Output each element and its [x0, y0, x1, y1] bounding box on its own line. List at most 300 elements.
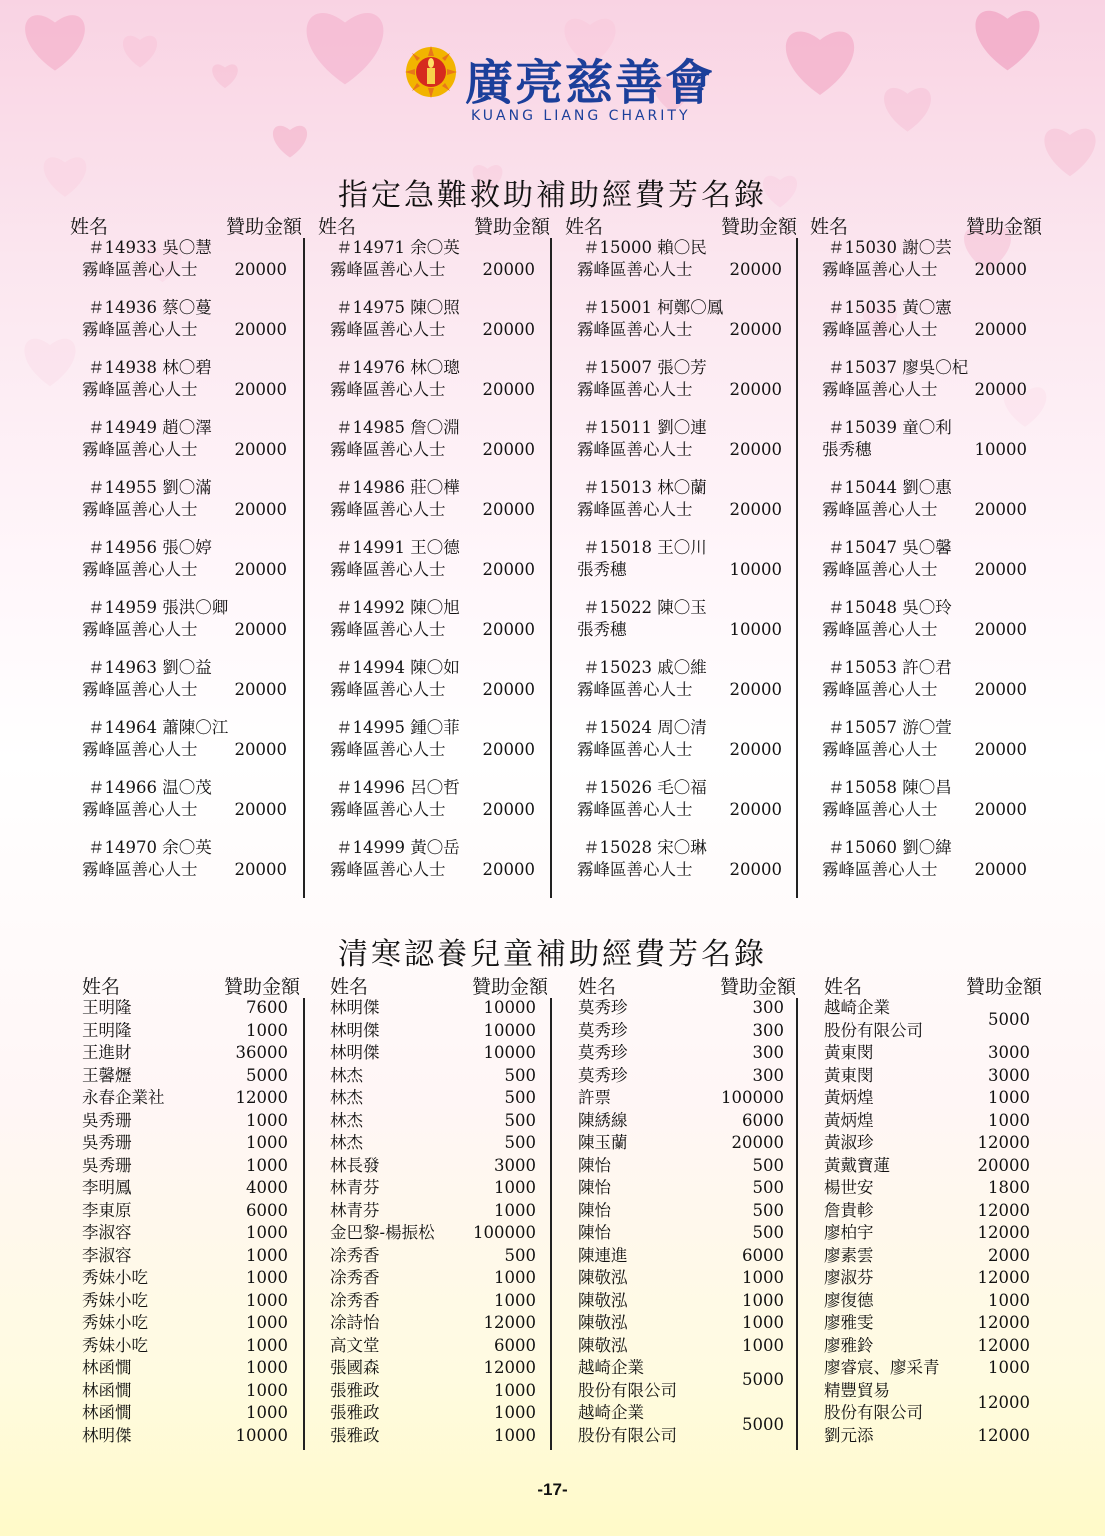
donation-amount: 36000 [235, 1043, 288, 1062]
heart-icon [780, 20, 860, 100]
donation-amount: 300 [752, 1020, 784, 1040]
donor-name: 凃秀香 [330, 1290, 380, 1310]
donor-name: 林明傑 [330, 1043, 380, 1062]
donor-name: 廖雅鈴 [824, 1335, 874, 1355]
donation-amount: 300 [752, 998, 784, 1017]
donor-name: 霧峰區善心人士 [82, 260, 198, 279]
donor-name: 詹貴軫 [824, 1200, 874, 1220]
donation-amount: 1000 [494, 1290, 536, 1310]
donation-amount: 20000 [974, 740, 1027, 759]
donation-amount: 20000 [731, 1133, 784, 1152]
donor-row [82, 1425, 288, 1448]
section1-column-header [565, 212, 797, 239]
donation-entry [577, 237, 782, 281]
header-amount: 贊助金額 [965, 976, 1042, 998]
case-id: ＃14971 余〇英 [336, 238, 460, 257]
case-id: ＃14933 吳〇慧 [88, 238, 212, 257]
donor-name: 霧峰區善心人士 [82, 860, 198, 879]
donor-name: 霧峰區善心人士 [577, 500, 693, 519]
donor-row [82, 1357, 288, 1380]
donor-name: 霧峰區善心人士 [82, 320, 198, 339]
donor-name: 越崎企業 [578, 1358, 644, 1377]
donation-amount: 1000 [742, 1268, 784, 1287]
heart-icon [20, 330, 80, 390]
donor-name: 劉元添 [824, 1425, 874, 1445]
case-id: ＃15047 吳〇馨 [828, 538, 952, 557]
donor-row [330, 1380, 536, 1403]
donation-amount: 20000 [729, 500, 782, 519]
donation-amount: 20000 [234, 320, 287, 339]
donor-row [330, 1335, 536, 1358]
donation-amount: 2000 [988, 1245, 1030, 1265]
donor-name: 陳怡 [578, 1200, 611, 1220]
donation-amount: 12000 [977, 1392, 1030, 1412]
donation-amount: 10000 [235, 1425, 288, 1445]
donor-name: 霧峰區善心人士 [822, 800, 938, 819]
donation-entry [822, 597, 1027, 641]
donor-row [824, 1245, 1030, 1268]
donation-amount: 20000 [729, 800, 782, 819]
donor-name: 王明隆 [82, 1020, 132, 1040]
donor-name: 張秀穗 [822, 440, 872, 459]
column-divider [303, 238, 305, 898]
donor-name: 許票 [578, 1088, 611, 1107]
donor-row [824, 997, 1030, 1042]
donor-name-line2: 股份有限公司 [824, 1403, 923, 1422]
case-id: ＃14994 陳〇如 [336, 658, 460, 677]
donor-name: 霧峰區善心人士 [330, 620, 446, 639]
donation-entry [577, 417, 782, 461]
donation-entry [822, 717, 1027, 761]
donor-row [578, 1222, 784, 1245]
header-name: 姓名 [565, 216, 604, 238]
donor-name: 廖雅雯 [824, 1313, 874, 1332]
donation-amount: 4000 [246, 1178, 288, 1197]
heart-icon [120, 30, 160, 70]
donation-amount: 500 [504, 1133, 536, 1152]
donation-entry [577, 597, 782, 641]
donation-entry [822, 837, 1027, 881]
donation-entry [82, 597, 287, 641]
donor-name: 林青芬 [330, 1178, 380, 1197]
donation-amount: 20000 [234, 800, 287, 819]
case-id: ＃15060 劉〇緯 [828, 838, 952, 857]
donor-name: 黃戴寶蓮 [824, 1155, 890, 1175]
donor-name: 霧峰區善心人士 [577, 680, 693, 699]
case-id: ＃14999 黃〇岳 [336, 838, 460, 857]
donation-amount: 20000 [482, 860, 535, 879]
donor-row [82, 1380, 288, 1403]
donation-amount: 500 [504, 1110, 536, 1130]
donation-amount: 7600 [246, 998, 288, 1017]
section1-column-header [318, 212, 550, 239]
donor-name: 霧峰區善心人士 [577, 260, 693, 279]
donor-name: 金巴黎-楊振松 [330, 1223, 435, 1242]
donation-amount: 1000 [494, 1268, 536, 1287]
header-name: 姓名 [70, 216, 109, 238]
donor-name: 張秀穗 [577, 560, 627, 579]
donation-entry [82, 477, 287, 521]
donation-amount: 10000 [483, 1020, 536, 1040]
donor-name: 廖淑芬 [824, 1268, 874, 1287]
case-id: ＃14964 蕭陳〇江 [88, 718, 229, 737]
donation-entry [82, 837, 287, 881]
case-id: ＃14976 林〇璁 [336, 358, 460, 377]
donor-row [330, 1290, 536, 1313]
donor-row [330, 1312, 536, 1335]
donor-row [578, 1042, 784, 1065]
donation-amount: 1000 [988, 1290, 1030, 1310]
donation-amount: 20000 [482, 680, 535, 699]
donation-amount: 20000 [729, 440, 782, 459]
donor-name: 霧峰區善心人士 [82, 740, 198, 759]
donation-amount: 1000 [246, 1155, 288, 1175]
donor-name: 黃東閔 [824, 1065, 874, 1085]
donor-name: 李淑容 [82, 1223, 132, 1242]
donation-entry [577, 657, 782, 701]
donation-entry [330, 717, 535, 761]
donation-amount: 1000 [246, 1268, 288, 1287]
case-id: ＃15013 林〇蘭 [583, 478, 707, 497]
donor-row [824, 1335, 1030, 1358]
section2-column [82, 997, 288, 1447]
donor-name: 張國森 [330, 1358, 380, 1377]
donation-amount: 20000 [482, 380, 535, 399]
donation-amount: 12000 [977, 1335, 1030, 1355]
donor-row [82, 1245, 288, 1268]
donation-amount: 1000 [742, 1313, 784, 1332]
donor-name: 霧峰區善心人士 [822, 620, 938, 639]
donation-amount: 20000 [974, 680, 1027, 699]
donation-amount: 20000 [234, 260, 287, 279]
donation-amount: 10000 [974, 440, 1027, 459]
donation-amount: 10000 [483, 1043, 536, 1062]
column-divider [550, 998, 552, 1450]
donation-amount: 1000 [494, 1425, 536, 1445]
donor-name: 楊世安 [824, 1178, 874, 1197]
donation-entry [82, 657, 287, 701]
case-id: ＃15057 游〇萱 [828, 718, 952, 737]
donor-name: 黃炳煌 [824, 1088, 874, 1107]
header-amount: 贊助金額 [225, 216, 302, 238]
donor-name: 陳敬泓 [578, 1290, 628, 1310]
donation-entry [82, 237, 287, 281]
donor-name: 霧峰區善心人士 [822, 320, 938, 339]
donor-name: 林明傑 [330, 998, 380, 1017]
donation-amount: 1000 [494, 1380, 536, 1400]
donation-amount: 12000 [977, 1425, 1030, 1445]
donor-row [824, 1087, 1030, 1110]
donor-name: 霧峰區善心人士 [330, 320, 446, 339]
donation-amount: 500 [504, 1245, 536, 1265]
donation-amount: 1000 [246, 1380, 288, 1400]
donor-name: 張雅政 [330, 1380, 380, 1400]
section2-column-header [824, 972, 1042, 999]
donor-row [330, 1020, 536, 1043]
donor-row [824, 1155, 1030, 1178]
header-amount: 贊助金額 [719, 976, 796, 998]
donation-amount: 20000 [974, 620, 1027, 639]
donor-name: 霧峰區善心人士 [822, 260, 938, 279]
donation-entry [577, 777, 782, 821]
donor-name: 霧峰區善心人士 [822, 380, 938, 399]
donor-row [824, 1312, 1030, 1335]
header-amount: 贊助金額 [720, 216, 797, 238]
donation-amount: 1000 [988, 1088, 1030, 1107]
case-id: ＃14959 張洪〇卿 [88, 598, 229, 617]
case-id: ＃15007 張〇芳 [583, 358, 707, 377]
donor-row [578, 1020, 784, 1043]
donor-row [578, 1110, 784, 1133]
donor-row [578, 1290, 784, 1313]
case-id: ＃15030 謝〇芸 [828, 238, 952, 257]
donation-amount: 1000 [246, 1358, 288, 1377]
donation-entry [82, 357, 287, 401]
case-id: ＃15001 柯鄭〇鳳 [583, 298, 724, 317]
donor-row [824, 1200, 1030, 1223]
donation-amount: 1000 [988, 1110, 1030, 1130]
donation-entry [82, 777, 287, 821]
donor-row [824, 1357, 1030, 1380]
donor-row [82, 1267, 288, 1290]
donation-entry [330, 777, 535, 821]
donor-row [578, 1132, 784, 1155]
donor-name: 陳怡 [578, 1178, 611, 1197]
donor-name: 霧峰區善心人士 [577, 440, 693, 459]
donor-name: 林函憪 [82, 1403, 132, 1422]
donation-amount: 1000 [246, 1313, 288, 1332]
donation-entry [822, 417, 1027, 461]
donation-amount: 20000 [234, 380, 287, 399]
donor-row [824, 1110, 1030, 1133]
donor-row [330, 1222, 536, 1245]
donor-row [82, 1312, 288, 1335]
donation-amount: 20000 [974, 500, 1027, 519]
donation-entry [330, 357, 535, 401]
logo-chinese-name: 廣亮慈善會 [465, 55, 716, 111]
donor-name: 永春企業社 [82, 1088, 165, 1107]
donation-entry [822, 537, 1027, 581]
donor-name: 張秀穗 [577, 620, 627, 639]
donation-amount: 300 [752, 1065, 784, 1085]
donation-entry [577, 477, 782, 521]
donor-name: 莫秀珍 [578, 998, 628, 1017]
donor-row [330, 997, 536, 1020]
case-id: ＃14963 劉〇益 [88, 658, 212, 677]
donation-amount: 6000 [742, 1110, 784, 1130]
case-id: ＃14995 鍾〇菲 [336, 718, 460, 737]
header-amount: 贊助金額 [473, 216, 550, 238]
donor-name-line2: 股份有限公司 [578, 1380, 677, 1400]
donor-name: 林明傑 [330, 1020, 380, 1040]
donor-name: 吳秀珊 [82, 1155, 132, 1175]
donor-name: 吳秀珊 [82, 1133, 132, 1152]
case-id: ＃14991 王〇德 [336, 538, 460, 557]
donor-name: 霧峰區善心人士 [82, 440, 198, 459]
donor-row [82, 1065, 288, 1088]
donor-name: 霧峰區善心人士 [82, 500, 198, 519]
donation-amount: 20000 [482, 500, 535, 519]
donor-name: 李明鳳 [82, 1178, 132, 1197]
donor-name: 黃炳煌 [824, 1110, 874, 1130]
donor-name: 越崎企業 [578, 1403, 644, 1422]
donor-name: 霧峰區善心人士 [82, 800, 198, 819]
donor-name: 李淑容 [82, 1245, 132, 1265]
donation-entry [822, 477, 1027, 521]
donation-entry [822, 357, 1027, 401]
donor-row [82, 1155, 288, 1178]
donation-entry [82, 297, 287, 341]
donation-amount: 20000 [234, 500, 287, 519]
donor-name: 廖素雲 [824, 1245, 874, 1265]
donation-amount: 500 [752, 1178, 784, 1197]
donor-row [330, 1245, 536, 1268]
donation-entry [822, 657, 1027, 701]
donation-amount: 20000 [729, 740, 782, 759]
donor-row [824, 1290, 1030, 1313]
donation-entry [330, 477, 535, 521]
donor-name: 秀妹小吃 [82, 1290, 148, 1310]
donor-name: 廖柏宇 [824, 1223, 874, 1242]
donor-row [330, 1267, 536, 1290]
donor-row [82, 1222, 288, 1245]
donor-name: 霧峰區善心人士 [330, 260, 446, 279]
case-id: ＃15026 毛〇福 [583, 778, 707, 797]
donation-amount: 20000 [482, 620, 535, 639]
donation-amount: 1000 [988, 1358, 1030, 1377]
donation-amount: 20000 [974, 800, 1027, 819]
donor-name: 陳敬泓 [578, 1335, 628, 1355]
donation-amount: 20000 [482, 740, 535, 759]
donor-name: 霧峰區善心人士 [822, 680, 938, 699]
donor-row [82, 1042, 288, 1065]
section1-title: 指定急難救助補助經費芳名錄 [338, 178, 767, 213]
donation-amount: 1000 [494, 1200, 536, 1220]
donation-amount: 500 [504, 1088, 536, 1107]
donation-amount: 1800 [988, 1178, 1030, 1197]
donor-name: 霧峰區善心人士 [330, 380, 446, 399]
donor-name: 林杰 [330, 1110, 363, 1130]
header-name: 姓名 [330, 976, 369, 998]
donor-name: 林明傑 [82, 1425, 132, 1445]
case-id: ＃14986 莊〇樺 [336, 478, 460, 497]
donor-name: 林函憪 [82, 1358, 132, 1377]
donor-name: 莫秀珍 [578, 1043, 628, 1062]
heart-icon [210, 60, 240, 90]
donation-entry [82, 537, 287, 581]
donation-entry [577, 537, 782, 581]
donation-entry [330, 237, 535, 281]
donor-row [330, 1402, 536, 1425]
header-name: 姓名 [318, 216, 357, 238]
heart-icon [970, 0, 1045, 75]
donor-row [82, 1087, 288, 1110]
donation-amount: 1000 [246, 1133, 288, 1152]
donor-name: 霧峰區善心人士 [82, 380, 198, 399]
donor-name: 凃詩怡 [330, 1313, 380, 1332]
donor-row [578, 1357, 784, 1402]
donor-row [82, 1020, 288, 1043]
donation-amount: 100000 [473, 1223, 536, 1242]
donor-name: 陳怡 [578, 1155, 611, 1175]
donor-row [578, 1087, 784, 1110]
donation-amount: 20000 [234, 680, 287, 699]
donation-amount: 20000 [234, 560, 287, 579]
donation-amount: 12000 [977, 1133, 1030, 1152]
case-id: ＃15022 陳〇玉 [583, 598, 707, 617]
donation-amount: 12000 [977, 1223, 1030, 1242]
donor-row [82, 1402, 288, 1425]
donor-name: 陳敬泓 [578, 1313, 628, 1332]
donor-name: 林函憪 [82, 1380, 132, 1400]
donation-amount: 20000 [234, 740, 287, 759]
donor-row [578, 1267, 784, 1290]
donor-row [330, 1042, 536, 1065]
donation-entry [330, 597, 535, 641]
donor-name: 高文堂 [330, 1335, 380, 1355]
donor-name: 霧峰區善心人士 [822, 560, 938, 579]
donation-amount: 3000 [988, 1065, 1030, 1085]
case-id: ＃14956 張〇婷 [88, 538, 212, 557]
donor-name: 莫秀珍 [578, 1065, 628, 1085]
case-id: ＃15011 劉〇連 [583, 418, 707, 437]
case-id: ＃14938 林〇碧 [88, 358, 212, 377]
donor-name: 秀妹小吃 [82, 1313, 148, 1332]
donor-row [330, 1177, 536, 1200]
donor-name: 陳玉蘭 [578, 1133, 628, 1152]
donation-amount: 6000 [494, 1335, 536, 1355]
donor-row [824, 1425, 1030, 1448]
donor-name: 霧峰區善心人士 [330, 860, 446, 879]
section2-title: 清寒認養兒童補助經費芳名錄 [338, 937, 767, 972]
donor-name: 黃東閔 [824, 1043, 874, 1062]
donor-row [82, 1132, 288, 1155]
donation-amount: 10000 [483, 998, 536, 1017]
donor-name: 霧峰區善心人士 [330, 560, 446, 579]
case-id: ＃14992 陳〇旭 [336, 598, 460, 617]
donor-name: 霧峰區善心人士 [82, 560, 198, 579]
donation-entry [82, 417, 287, 461]
donation-entry [822, 237, 1027, 281]
donor-row [824, 1065, 1030, 1088]
heart-icon [300, 0, 390, 90]
case-id: ＃15048 吳〇玲 [828, 598, 952, 617]
donor-row [578, 1177, 784, 1200]
donor-name-line2: 股份有限公司 [824, 1020, 923, 1040]
header-name: 姓名 [578, 976, 617, 998]
donor-row [824, 1222, 1030, 1245]
donation-amount: 20000 [729, 680, 782, 699]
donor-row [824, 1380, 1030, 1425]
donor-name: 陳綉線 [578, 1110, 628, 1130]
donor-row [330, 1155, 536, 1178]
donation-entry [577, 297, 782, 341]
donor-name: 林青芬 [330, 1200, 380, 1220]
case-id: ＃14936 蔡〇蔓 [88, 298, 212, 317]
case-id: ＃14955 劉〇滿 [88, 478, 212, 497]
donation-amount: 20000 [482, 440, 535, 459]
section2-column-header [330, 972, 548, 999]
donation-amount: 20000 [729, 860, 782, 879]
donation-amount: 1000 [494, 1403, 536, 1422]
donation-amount: 20000 [482, 800, 535, 819]
donation-amount: 1000 [494, 1178, 536, 1197]
donor-name: 霧峰區善心人士 [577, 320, 693, 339]
donation-amount: 20000 [729, 320, 782, 339]
donation-amount: 1000 [742, 1290, 784, 1310]
donation-amount: 100000 [721, 1088, 784, 1107]
donation-amount: 20000 [482, 260, 535, 279]
